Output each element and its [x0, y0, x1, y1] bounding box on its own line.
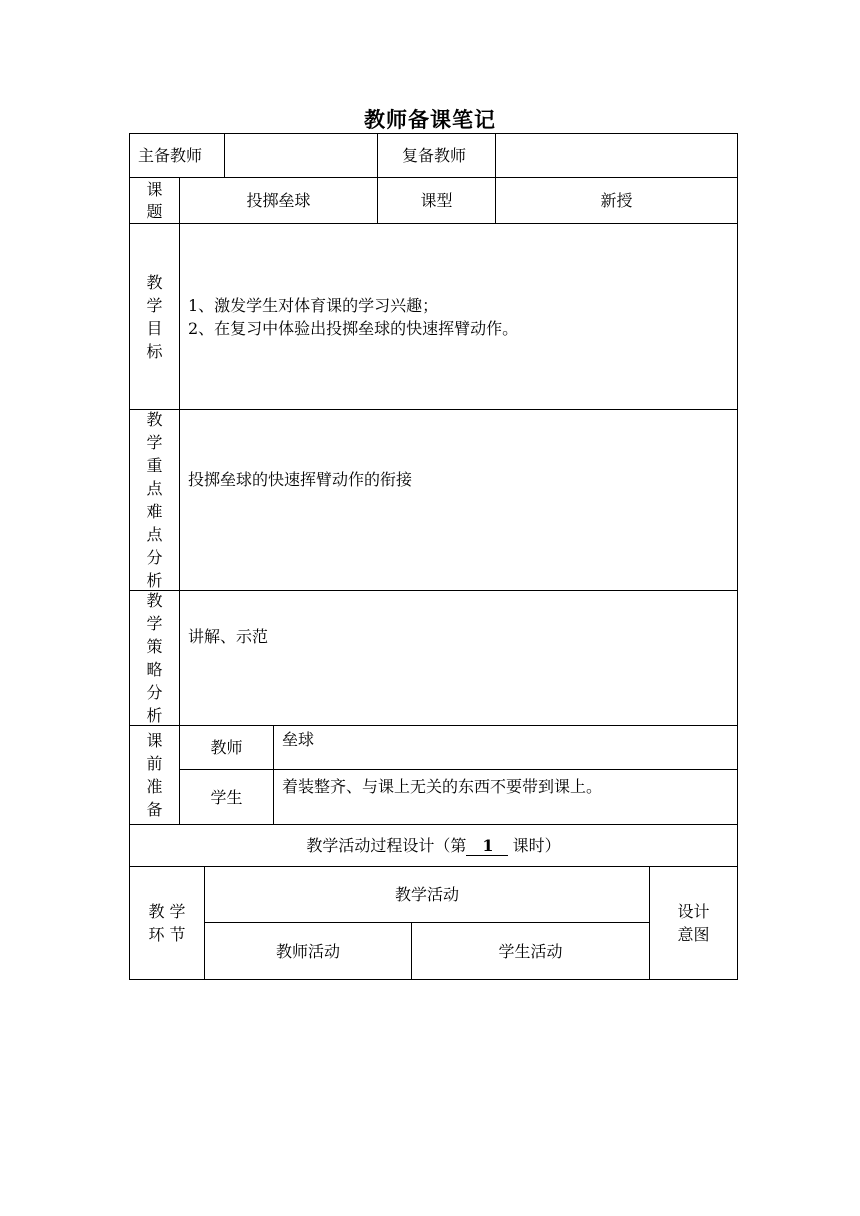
- design-intent-line-2: 意图: [677, 925, 710, 944]
- stage-label-line-1: 教 学: [148, 902, 186, 921]
- preparation-label-cell: [129, 725, 180, 825]
- review-teacher-value[interactable]: [495, 133, 738, 178]
- topic-label-cell: [129, 177, 180, 224]
- objective-line-1: 1、激发学生对体育课的学习兴趣；: [188, 295, 439, 315]
- stage-label-cell: [129, 866, 205, 980]
- lesson-number: 1: [466, 837, 507, 856]
- key-points-label: 教学重点难点分析: [146, 410, 163, 590]
- strategy-content: 讲解、示范: [188, 627, 269, 646]
- design-intent-label: [677, 900, 709, 946]
- strategy-content-cell: [179, 590, 738, 726]
- student-activity-label-cell: [411, 922, 650, 980]
- objective-line-2: 2、在复习中体验出投掷垒球的快速挥臂动作。: [188, 318, 519, 338]
- prep-teacher-label-cell: [179, 725, 274, 770]
- key-points-label-cell: [129, 409, 180, 591]
- process-heading: [306, 834, 560, 857]
- objectives-label-cell: [129, 223, 180, 410]
- process-heading-cell: [129, 824, 738, 867]
- design-intent-line-1: 设计: [677, 902, 710, 921]
- type-label: 课型: [420, 191, 453, 210]
- teacher-activity-label: 教师活动: [275, 941, 340, 961]
- main-teacher-value[interactable]: [224, 133, 378, 178]
- activities-label-cell: [204, 866, 650, 923]
- type-label-cell: [377, 177, 496, 224]
- prep-student-content: 着装整齐、与课上无关的东西不要带到课上。: [282, 777, 603, 796]
- topic-value: 投掷垒球: [246, 191, 311, 210]
- design-intent-label-cell: [649, 866, 738, 980]
- process-heading-prefix: 教学活动过程设计（第: [306, 836, 467, 855]
- process-heading-suffix: 课时）: [512, 836, 561, 855]
- objectives-list: [188, 294, 518, 340]
- prep-student-label: 学生: [210, 787, 243, 807]
- lesson-plan-table: [130, 134, 738, 980]
- prep-teacher-content-cell: [273, 725, 738, 770]
- main-teacher-label-text: 主备教师: [138, 146, 203, 165]
- type-value: 新授: [600, 191, 633, 210]
- activities-label: 教学活动: [394, 885, 459, 904]
- review-teacher-label: [377, 133, 496, 178]
- student-activity-label: 学生活动: [498, 941, 563, 961]
- type-value-cell: [495, 177, 738, 224]
- topic-label: 课题: [146, 179, 163, 221]
- main-teacher-label: [129, 133, 225, 178]
- key-points-content-cell: [179, 409, 738, 591]
- review-teacher-label-text: 复备教师: [402, 146, 467, 165]
- key-points-content: 投掷垒球的快速挥臂动作的衔接: [188, 470, 413, 489]
- prep-student-label-cell: [179, 769, 274, 825]
- stage-label: [148, 900, 185, 946]
- prep-teacher-label: 教师: [210, 738, 243, 757]
- prep-teacher-content: 垒球: [282, 730, 315, 749]
- strategy-label: 教学策略分析: [146, 591, 163, 725]
- strategy-label-cell: [129, 590, 180, 726]
- teacher-activity-label-cell: [204, 922, 412, 980]
- prep-student-content-cell: [273, 769, 738, 825]
- objectives-label: 教学目标: [146, 272, 163, 361]
- objectives-content-cell: [179, 223, 738, 410]
- preparation-label: 课前准备: [146, 731, 163, 819]
- page-title: 教师备课笔记: [364, 108, 496, 132]
- stage-label-line-2: 环 节: [148, 925, 186, 944]
- topic-value-cell: [179, 177, 378, 224]
